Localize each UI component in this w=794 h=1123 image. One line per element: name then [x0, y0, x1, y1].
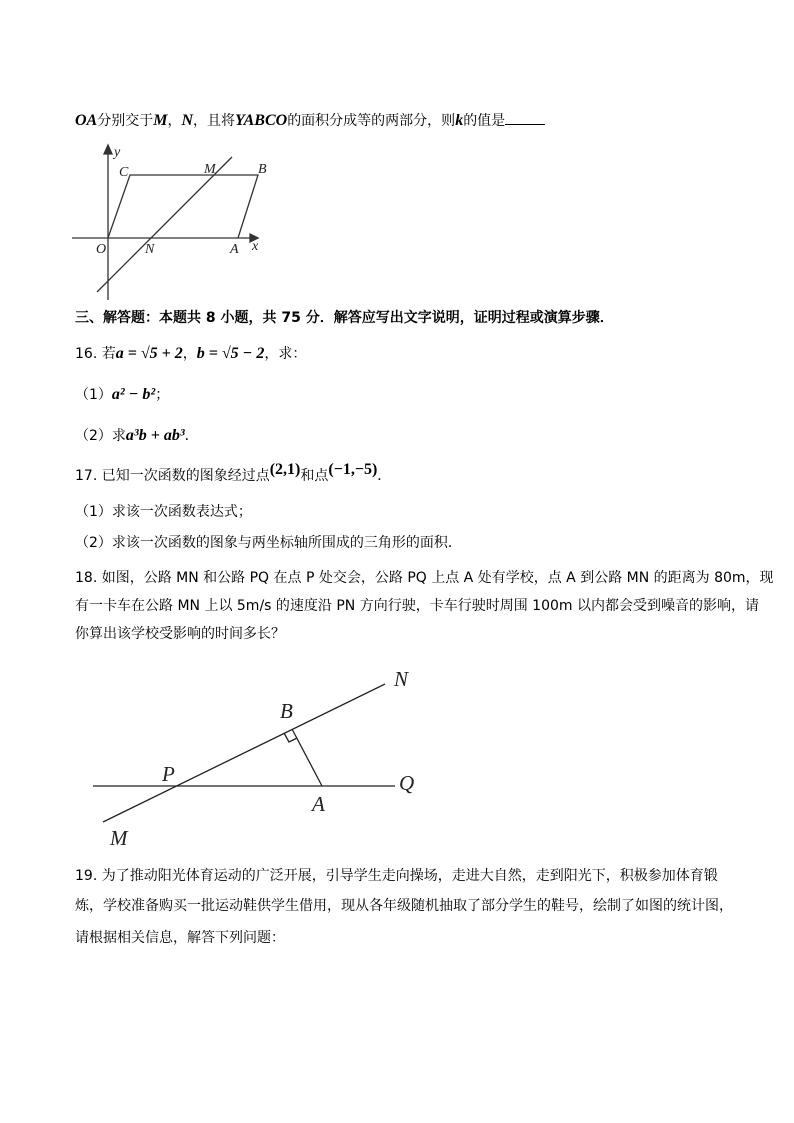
question-19-line-2: 炼，学校准备购买一批运动鞋供学生借用，现从各年级随机抽取了部分学生的鞋号，绘制了如图的统计图， — [75, 898, 733, 914]
question-18-line-2: 有一卡车在公路 MN 上以 5m/s 的速度沿 PN 方向行驶，卡车行驶时周围 100m 以内都会受到噪音的影响，请 — [75, 598, 759, 614]
label-m: M — [204, 162, 216, 177]
label-b2: B — [280, 699, 293, 723]
question-17-part-1: （1）求该一次函数表达式； — [75, 504, 252, 520]
question-19-line-3: 请根据相关信息，解答下列问题： — [75, 930, 285, 946]
label-a2: A — [312, 792, 325, 816]
label-n2: N — [394, 667, 409, 691]
question-16-part-1: （1）a² − b²； — [75, 386, 170, 403]
label-n: N — [145, 242, 155, 257]
question-17: 17. 已知一次函数的图象经过点(2,1)和点(−1,−5)． — [75, 461, 392, 484]
question-17-part-2: （2）求该一次函数的图象与两坐标轴所围成的三角形的面积． — [75, 535, 462, 551]
label-o: O — [96, 242, 107, 257]
question-18-line-3: 你算出该学校受影响的时间多长？ — [75, 626, 285, 642]
line-mn — [97, 157, 232, 292]
label-q2: Q — [399, 771, 415, 795]
label-p2: P — [162, 762, 175, 786]
question-16-part-2: （2）求a³b + ab³． — [75, 427, 199, 444]
figure-parallelogram — [72, 145, 258, 300]
question-18-line-1: 18. 如图，公路 MN 和公路 PQ 在点 P 处交会，公路 PQ 上点 A 处有学校，点 A 到公路 MN 的距离为 80m，现 — [75, 570, 774, 586]
label-c: C — [119, 165, 129, 180]
label-x: x — [252, 239, 259, 254]
y-axis-arrow — [104, 145, 112, 154]
label-a: A — [230, 242, 239, 257]
question-16: 16. 若a = √5 + 2，b = √5 − 2，求： — [75, 345, 307, 362]
figure-roads — [93, 684, 395, 822]
section-heading: 三、解答题：本题共 8 小题，共 75 分．解答应写出文字说明，证明过程或演算步骤． — [75, 310, 614, 326]
label-y: y — [114, 145, 121, 160]
road-mn — [103, 684, 385, 822]
question-19-line-1: 19. 为了推动阳光体育运动的广泛开展，引导学生走向操场，走进大自然，走到阳光下，积极参加体育锻 — [75, 868, 718, 884]
label-b: B — [258, 162, 267, 177]
label-m2: M — [110, 826, 128, 850]
question-15-tail: OA分别交于M，N，且将YABCO的面积分成等的两部分，则k的值是 — [75, 110, 545, 131]
